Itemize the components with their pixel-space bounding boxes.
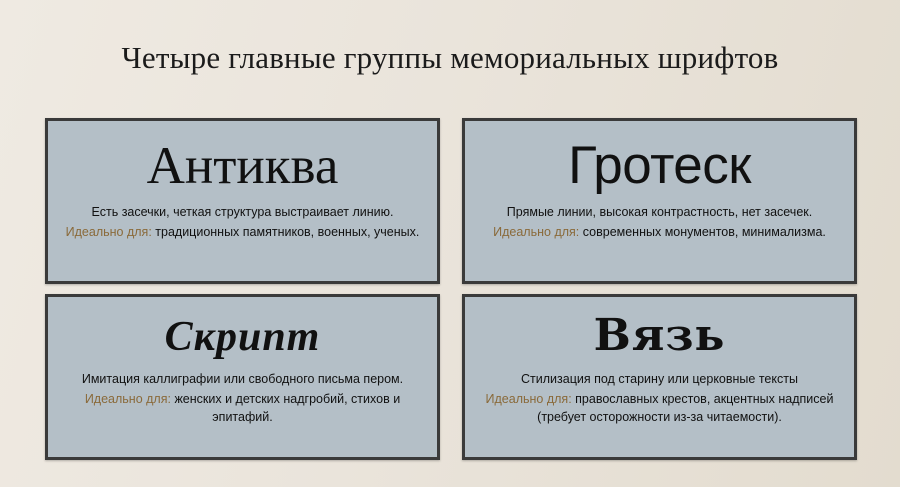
font-group-card-antiqua[interactable] <box>45 118 440 284</box>
usage-label-antiqua: Идеально для: <box>65 225 152 240</box>
usage-label-grotesk: Идеально для: <box>493 225 580 240</box>
font-usage-antiqua <box>66 223 420 241</box>
font-group-card-vyaz[interactable] <box>462 294 857 460</box>
font-usage-grotesk <box>493 223 826 241</box>
font-usage-vyaz <box>479 390 841 426</box>
font-description-antiqua: Есть засечки, четкая структура выстраивает линию. <box>91 205 394 220</box>
font-sample-grotesk: Гротеск <box>568 136 751 195</box>
usage-text-script: женских и детских надгробий, стихов и эпитафий. <box>170 391 401 425</box>
font-description-script: Имитация каллиграфии или свободного письма пером. <box>81 371 404 386</box>
usage-label-script: Идеально для: <box>84 391 171 406</box>
usage-text-antiqua: традиционных памятников, военных, ученых. <box>151 225 420 240</box>
font-group-card-grotesk[interactable] <box>462 118 857 284</box>
usage-text-grotesk: современных монументов, минимализма. <box>579 225 826 240</box>
font-group-card-script[interactable] <box>45 294 440 460</box>
font-sample-script: Скрипт <box>164 314 321 360</box>
font-description-vyaz: Стилизация под старину или церковные тексты <box>521 371 798 386</box>
font-sample-antiqua: Антиква <box>146 137 339 195</box>
page-title: Четыре главные группы мемориальных шрифтов <box>121 40 779 75</box>
usage-label-vyaz: Идеально для: <box>485 392 572 406</box>
usage-text-vyaz: православных крестов, акцентных надписей (требует осторожности из-за читаемости). <box>537 392 834 425</box>
font-sample-vyaz: Вязь <box>593 310 726 361</box>
font-usage-script <box>62 390 424 426</box>
font-description-grotesk: Прямые линии, высокая контрастность, нет засечек. <box>506 205 813 220</box>
font-groups-grid <box>45 118 857 460</box>
